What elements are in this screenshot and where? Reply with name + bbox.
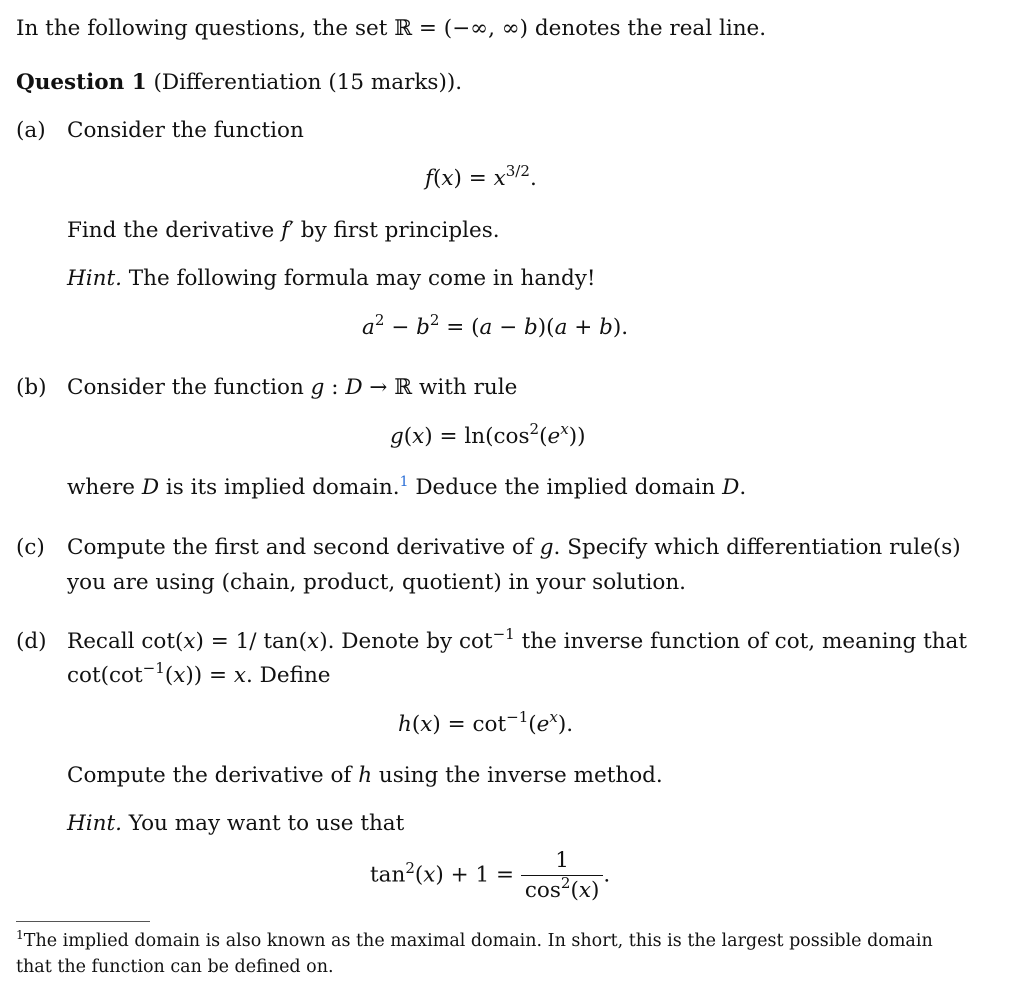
part-b-label: (b) bbox=[16, 375, 47, 400]
part-a-hint-formula: $a^2 - b^2 = (a - b)(a + b)$. bbox=[362, 311, 629, 340]
footnote-line1: $^1$The implied domain is also known as the maximal domain. In short, this is the largest possible domain bbox=[16, 927, 933, 951]
part-c-line1: Compute the first and second derivative of g. Specify which differentiation rule(s) bbox=[67, 535, 961, 560]
part-c-label: (c) bbox=[16, 535, 45, 560]
part-c-line2: you are using (chain, product, quotient) in your solution. bbox=[67, 570, 687, 595]
part-b-equation: $g(x) = \ln(\cos^2(e^x))$ bbox=[390, 420, 586, 449]
footnote-line2: that the function can be defined on. bbox=[16, 957, 334, 977]
fraction: $\frac{1}{\cos^2(x)}$ bbox=[521, 848, 604, 903]
footnote-mark: 1 bbox=[16, 927, 24, 942]
part-a-line2: Find the derivative f′ by first principles. bbox=[67, 218, 500, 243]
question-title: (Differentiation (15 marks)). bbox=[153, 70, 463, 95]
part-d-equation: $h(x) = \cot^{-1}(e^x)$. bbox=[398, 708, 574, 737]
part-d-line3: Compute the derivative of h using the inverse method. bbox=[67, 763, 663, 788]
part-d-label: (d) bbox=[16, 629, 47, 654]
part-a-hint: Hint. The following formula may come in handy! bbox=[67, 266, 596, 291]
part-d-line1: Recall cot(x) = 1/ tan(x). Denote by $\cot^{-1}$ the inverse function of cot, meaning that bbox=[67, 625, 968, 654]
part-a-label: (a) bbox=[16, 118, 46, 143]
intro-text: In the following questions, the set ℝ = (−∞, ∞) denotes the real line. bbox=[16, 16, 767, 41]
part-b-line2: where D is its implied domain.$^1$ Deduce the implied domain D. bbox=[67, 473, 747, 500]
part-b-line1: Consider the function g : D → ℝ with rule bbox=[67, 375, 518, 400]
question-heading bbox=[16, 70, 462, 95]
part-d-hint: Hint. You may want to use that bbox=[67, 811, 405, 836]
part-a-line1: Consider the function bbox=[67, 118, 304, 143]
question-label: Question 1 bbox=[16, 70, 147, 95]
footnote-ref[interactable]: 1 bbox=[399, 473, 409, 490]
footnote-divider bbox=[16, 921, 150, 922]
part-a-equation: $f(x) = x^{3/2}$. bbox=[425, 162, 537, 191]
part-d-line2: $\cot(\cot^{-1}(x)) = x$. Define bbox=[67, 659, 331, 688]
part-d-hint-formula: $\tan^2(x) + 1$ = $\frac{1}{\cos^2(x)}$ . bbox=[370, 848, 611, 903]
